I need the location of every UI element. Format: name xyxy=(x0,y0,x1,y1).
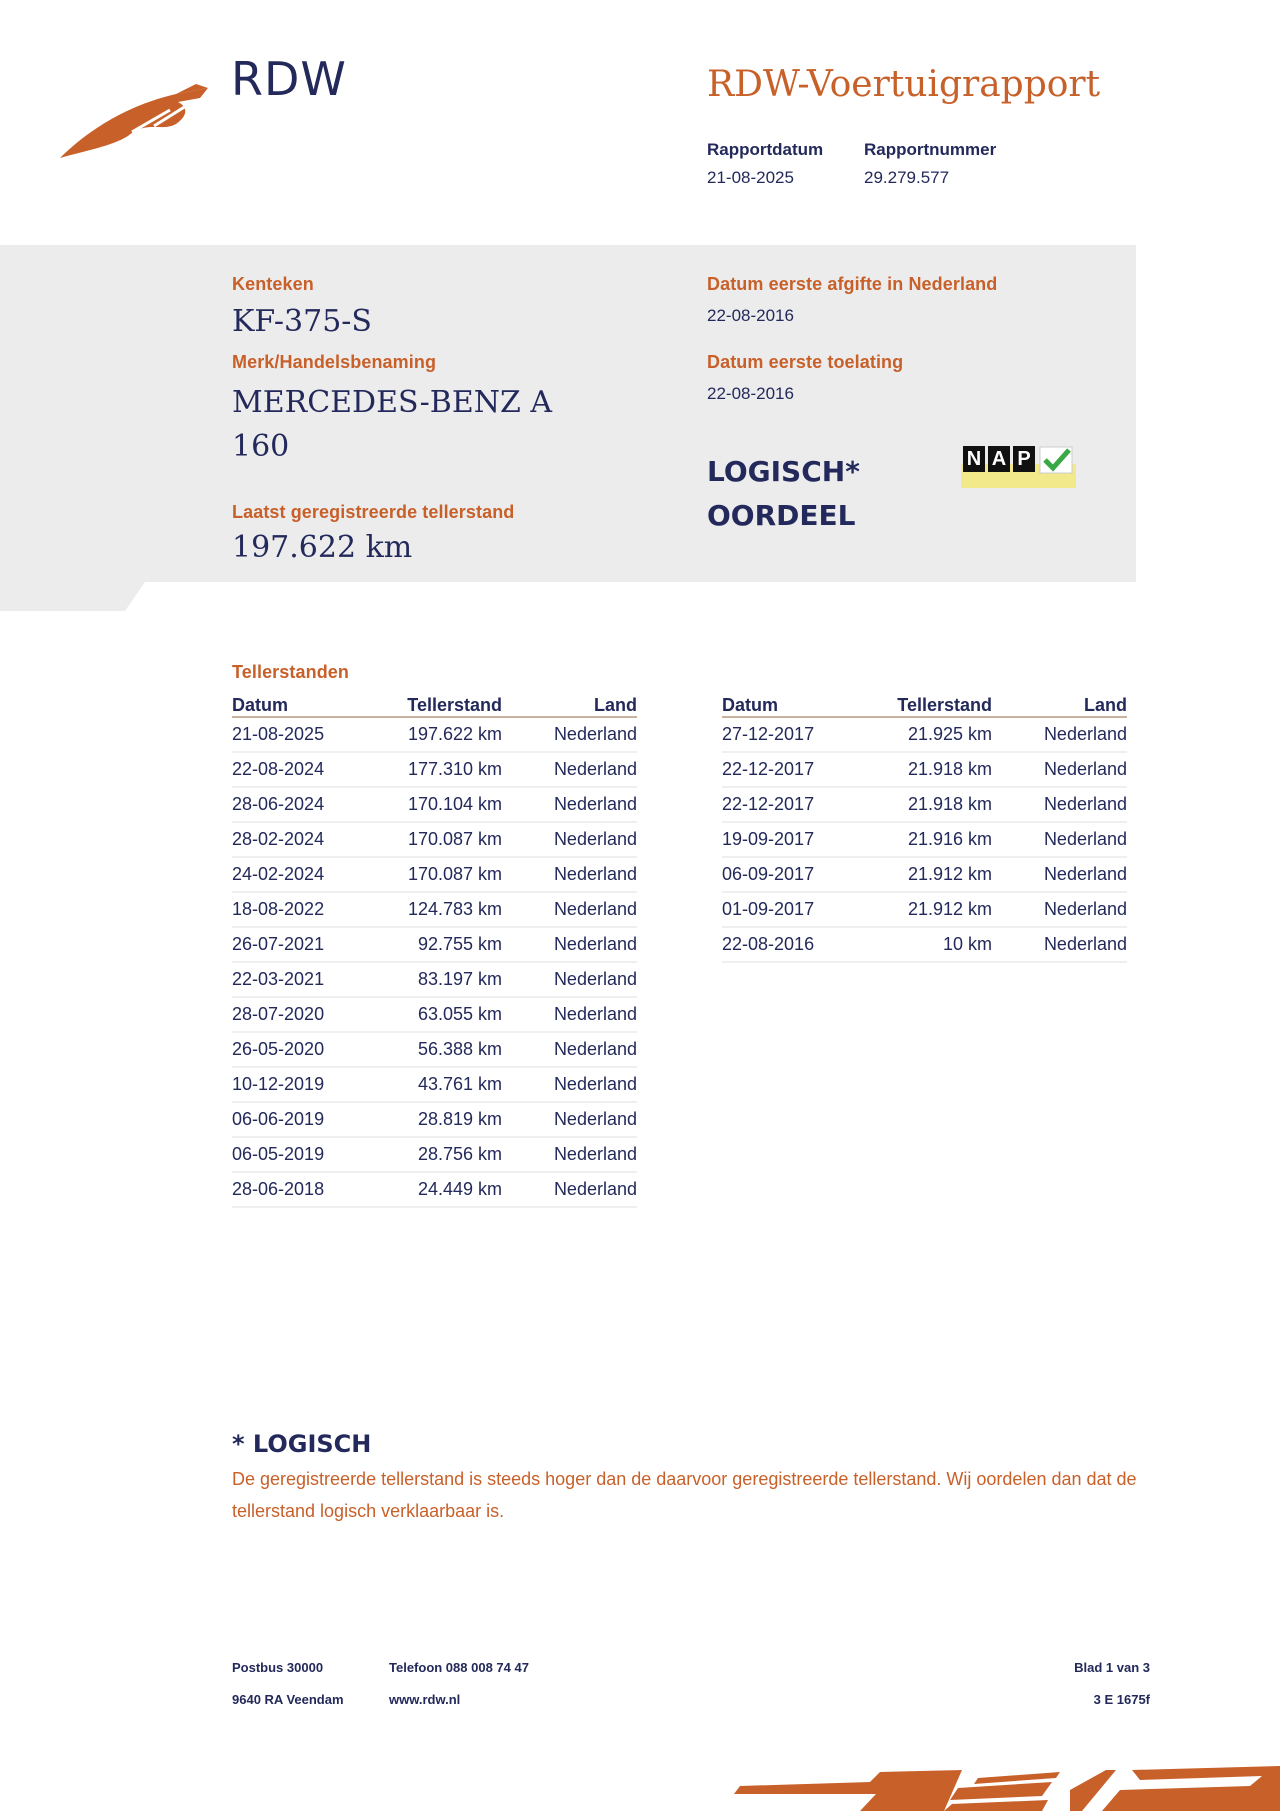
reading-country: Nederland xyxy=(553,829,637,849)
reading-date: 26-07-2021 xyxy=(232,934,325,954)
reading-odometer: 170.087 km xyxy=(407,829,502,849)
footnote-title: * LOGISCH xyxy=(232,1430,372,1458)
readings-title: Tellerstanden xyxy=(232,662,349,682)
reading-odometer: 21.916 km xyxy=(907,829,992,849)
reading-date: 01-09-2017 xyxy=(722,899,815,919)
table-row xyxy=(232,1103,637,1138)
col-header-country: Land xyxy=(1084,695,1127,715)
nap-letter-a: A xyxy=(988,446,1010,472)
reading-odometer: 83.197 km xyxy=(417,969,502,989)
reading-date: 28-07-2020 xyxy=(232,1004,325,1024)
reading-country: Nederland xyxy=(553,1039,637,1059)
nap-logo xyxy=(961,446,1076,490)
rdw-logo-icon xyxy=(58,80,210,162)
table-row xyxy=(232,963,637,998)
reading-date: 06-09-2017 xyxy=(722,864,815,884)
reading-date: 19-09-2017 xyxy=(722,829,815,849)
reading-date: 22-12-2017 xyxy=(722,759,815,779)
col-header-odometer: Tellerstand xyxy=(407,695,502,715)
first-admission-label: Datum eerste toelating xyxy=(707,352,904,372)
last-odometer-label: Laatst geregistreerde tellerstand xyxy=(232,502,515,522)
report-number: 29.279.577 xyxy=(864,168,950,187)
reading-country: Nederland xyxy=(553,1144,637,1164)
reading-country: Nederland xyxy=(553,724,637,744)
reading-date: 28-02-2024 xyxy=(232,829,325,849)
reading-odometer: 43.761 km xyxy=(417,1074,502,1094)
table-header xyxy=(722,690,1127,718)
reading-odometer: 124.783 km xyxy=(407,899,502,919)
reading-country: Nederland xyxy=(1043,794,1127,814)
reading-country: Nederland xyxy=(553,794,637,814)
reading-odometer: 24.449 km xyxy=(417,1179,502,1199)
make-name-line2: 160 xyxy=(232,429,290,464)
verdict-line1: LOGISCH* xyxy=(707,455,860,488)
reading-date: 21-08-2025 xyxy=(232,724,325,744)
reading-country: Nederland xyxy=(1043,864,1127,884)
report-date-label: Rapportdatum xyxy=(707,140,824,159)
reading-country: Nederland xyxy=(553,899,637,919)
reading-odometer: 63.055 km xyxy=(417,1004,502,1024)
table-row xyxy=(232,753,637,788)
reading-country: Nederland xyxy=(553,1179,637,1199)
reading-odometer: 28.756 km xyxy=(417,1144,502,1164)
reading-date: 28-06-2018 xyxy=(232,1179,325,1199)
reading-date: 22-03-2021 xyxy=(232,969,325,989)
table-row xyxy=(232,718,637,753)
reading-odometer: 92.755 km xyxy=(417,934,502,954)
reading-country: Nederland xyxy=(1043,829,1127,849)
reading-country: Nederland xyxy=(1043,724,1127,744)
table-row xyxy=(722,788,1127,823)
footer-address-line1: Postbus 30000 xyxy=(232,1660,324,1675)
plate-label: Kenteken xyxy=(232,274,314,294)
footer-address-line2: 9640 RA Veendam xyxy=(232,1692,344,1707)
reading-date: 27-12-2017 xyxy=(722,724,815,744)
nap-letter-n: N xyxy=(963,446,985,472)
reading-odometer: 21.912 km xyxy=(907,864,992,884)
check-icon xyxy=(1039,446,1073,474)
footnote-text: De geregistreerde tellerstand is steeds hoger dan de daarvoor geregistreerde tellerstand. Wij oordelen dan dat de tellerstand logisch verklaarbaar is. xyxy=(232,1469,1137,1521)
table-row xyxy=(232,998,637,1033)
col-header-date: Datum xyxy=(232,695,289,715)
reading-odometer: 21.912 km xyxy=(907,899,992,919)
reading-country: Nederland xyxy=(553,1074,637,1094)
reading-odometer: 21.918 km xyxy=(907,759,992,779)
table-row xyxy=(232,823,637,858)
readings-table-right xyxy=(722,690,1127,963)
reading-country: Nederland xyxy=(553,1004,637,1024)
license-plate: KF-375-S xyxy=(232,304,372,339)
reading-odometer: 21.925 km xyxy=(907,724,992,744)
footer-doc-code: 3 E 1675f xyxy=(1093,1692,1150,1707)
table-row xyxy=(232,1033,637,1068)
reading-odometer: 21.918 km xyxy=(907,794,992,814)
reading-date: 24-02-2024 xyxy=(232,864,325,884)
reading-country: Nederland xyxy=(1043,759,1127,779)
first-issue-nl-date: 22-08-2016 xyxy=(707,306,794,325)
col-header-date: Datum xyxy=(722,695,779,715)
readings-table-left xyxy=(232,690,637,1208)
table-row xyxy=(232,858,637,893)
table-row xyxy=(232,893,637,928)
verdict-line2: OORDEEL xyxy=(707,499,856,532)
reading-odometer: 197.622 km xyxy=(407,724,502,744)
table-row xyxy=(722,823,1127,858)
reading-country: Nederland xyxy=(553,969,637,989)
report-number-label: Rapportnummer xyxy=(864,140,997,159)
nap-letter-p: P xyxy=(1013,446,1035,472)
reading-odometer: 56.388 km xyxy=(417,1039,502,1059)
table-row xyxy=(722,753,1127,788)
reading-country: Nederland xyxy=(1043,899,1127,919)
first-issue-nl-label: Datum eerste afgifte in Nederland xyxy=(707,274,998,294)
decorative-stripes-icon xyxy=(730,1760,1280,1811)
report-title: RDW-Voertuigrapport xyxy=(707,64,1101,105)
vehicle-summary-band xyxy=(0,245,1136,611)
table-row xyxy=(232,928,637,963)
footer-phone: Telefoon 088 008 74 47 xyxy=(389,1660,529,1675)
reading-date: 10-12-2019 xyxy=(232,1074,325,1094)
table-row xyxy=(722,893,1127,928)
reading-date: 22-12-2017 xyxy=(722,794,815,814)
reading-country: Nederland xyxy=(1043,934,1127,954)
reading-odometer: 170.087 km xyxy=(407,864,502,884)
reading-country: Nederland xyxy=(553,934,637,954)
reading-date: 18-08-2022 xyxy=(232,899,325,919)
make-label: Merk/Handelsbenaming xyxy=(232,352,437,372)
reading-country: Nederland xyxy=(553,759,637,779)
footer-page-number: Blad 1 van 3 xyxy=(1074,1660,1150,1675)
reading-date: 06-05-2019 xyxy=(232,1144,325,1164)
last-odometer-value: 197.622 km xyxy=(232,530,413,565)
reading-odometer: 10 km xyxy=(942,934,992,954)
report-date: 21-08-2025 xyxy=(707,168,794,187)
col-header-country: Land xyxy=(594,695,637,715)
reading-country: Nederland xyxy=(553,1109,637,1129)
table-row xyxy=(232,1173,637,1208)
table-row xyxy=(722,858,1127,893)
make-name-line1: MERCEDES-BENZ A xyxy=(232,385,553,420)
first-admission-date: 22-08-2016 xyxy=(707,384,794,403)
table-row xyxy=(232,788,637,823)
brand-name: RDW xyxy=(231,52,347,106)
table-row xyxy=(232,1138,637,1173)
reading-date: 28-06-2024 xyxy=(232,794,325,814)
footer-website[interactable]: www.rdw.nl xyxy=(389,1692,461,1707)
reading-odometer: 28.819 km xyxy=(417,1109,502,1129)
table-header xyxy=(232,690,637,718)
reading-date: 22-08-2024 xyxy=(232,759,325,779)
reading-date: 06-06-2019 xyxy=(232,1109,325,1129)
reading-odometer: 177.310 km xyxy=(407,759,502,779)
reading-odometer: 170.104 km xyxy=(407,794,502,814)
reading-date: 22-08-2016 xyxy=(722,934,815,954)
table-row xyxy=(722,718,1127,753)
reading-date: 26-05-2020 xyxy=(232,1039,325,1059)
reading-country: Nederland xyxy=(553,864,637,884)
table-row xyxy=(722,928,1127,963)
table-row xyxy=(232,1068,637,1103)
col-header-odometer: Tellerstand xyxy=(897,695,992,715)
